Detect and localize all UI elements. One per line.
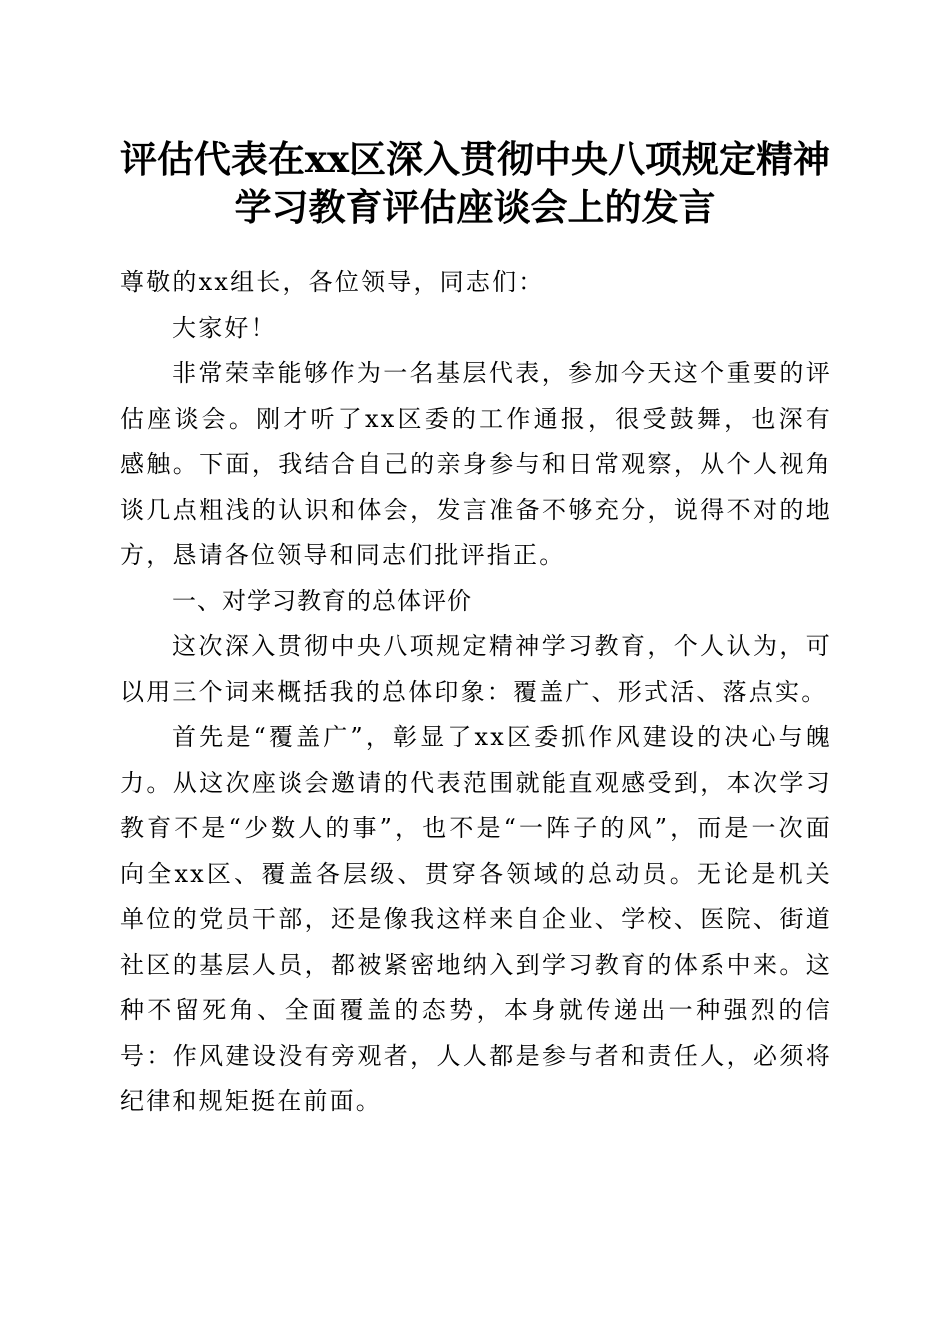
section-1-paragraph-2: 首先是“覆盖广”，彰显了xx区委抓作风建设的决心与魄力。从这次座谈会邀请的代表范围就能直观感受到，本次学习教育不是“少数人的事”，也不是“一阵子的风”，而是一次面向全xx区、覆盖各层级、贯穿各领域的总动员。无论是机关单位的党员干部，还是像我这样来自企业、学校、医院、街道社区的基层人员，都被紧密地纳入到学习教育的体系中来。这种不留死角、全面覆盖的态势，本身就传递出一种强烈的信号：作风建设没有旁观者，人人都是参与者和责任人，必须将纪律和规矩挺在前面。: [120, 723, 832, 1115]
document-title-line-2: 学习教育评估座谈会上的发言: [234, 185, 716, 229]
section-heading-1: 一、对学习教育的总体评价: [172, 586, 472, 615]
document-body: [120, 260, 832, 1125]
intro-paragraph: 非常荣幸能够作为一名基层代表，参加今天这个重要的评估座谈会。刚才听了xx区委的工作通报，很受鼓舞，也深有感触。下面，我结合自己的亲身参与和日常观察，从个人视角谈几点粗浅的认识和体会，发言准备不够充分，说得不对的地方，恳请各位领导和同志们批评指正。: [120, 359, 832, 569]
section-1-paragraph-1: 这次深入贯彻中央八项规定精神学习教育，个人认为，可以用三个词来概括我的总体印象：覆盖广、形式活、落点实。: [120, 632, 832, 706]
document-title-line-1: 评估代表在xx区深入贯彻中央八项规定精神: [119, 137, 831, 181]
greeting: 大家好！: [172, 313, 277, 342]
salutation: 尊敬的xx组长，各位领导，同志们：: [120, 268, 545, 296]
